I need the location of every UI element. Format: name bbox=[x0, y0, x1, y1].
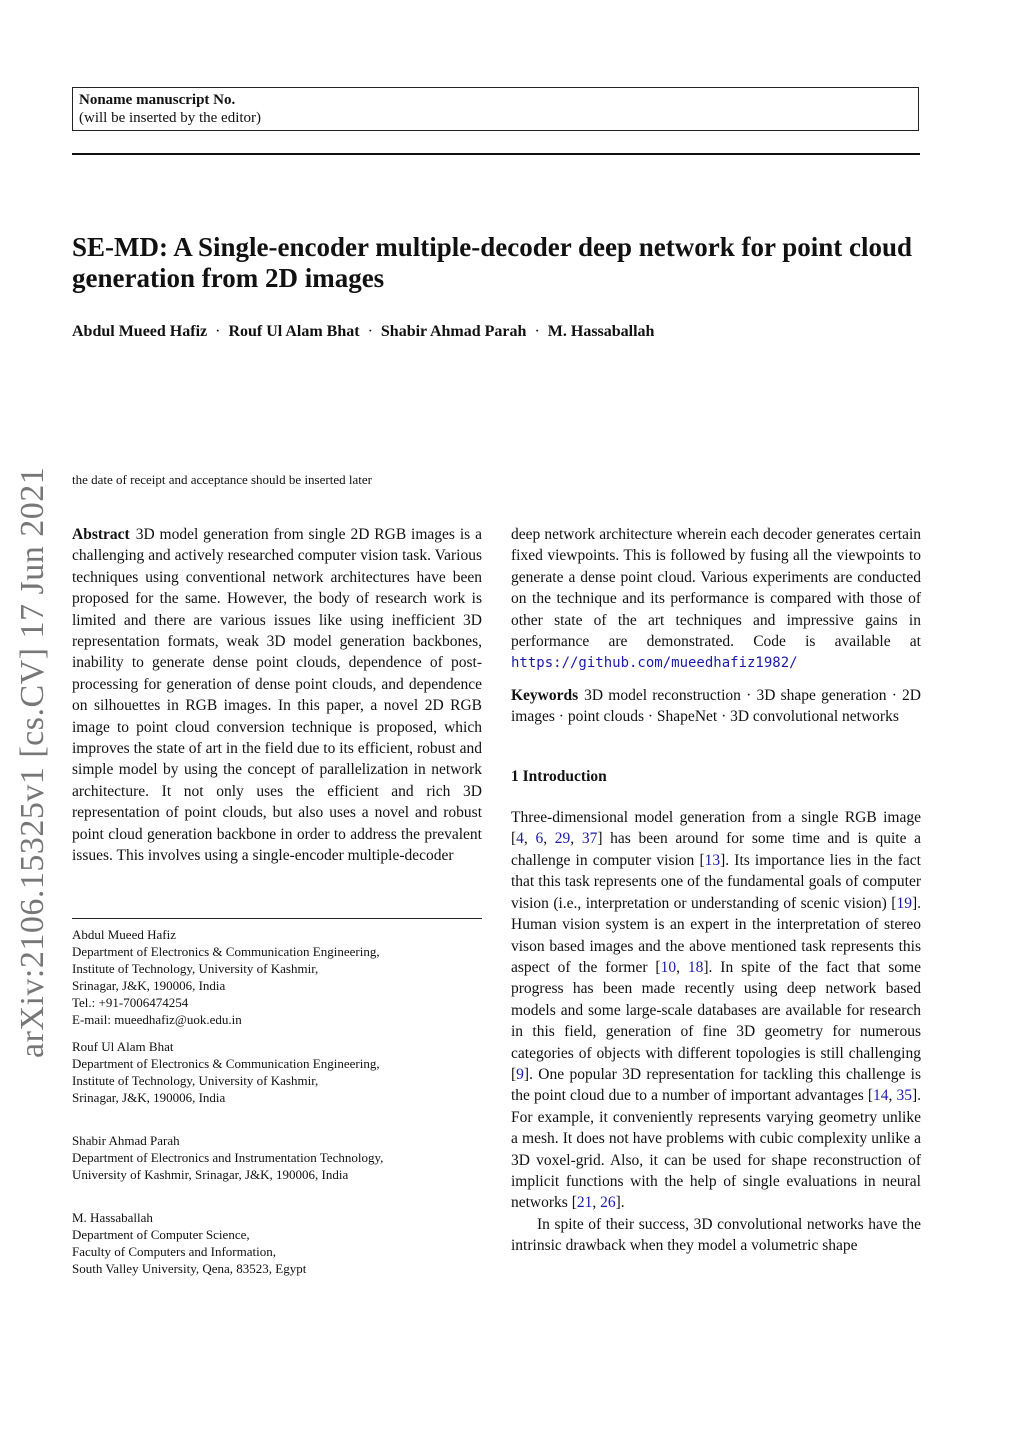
author-separator: · bbox=[367, 323, 373, 340]
abstract-paragraph bbox=[72, 524, 482, 867]
author-separator: · bbox=[215, 323, 221, 340]
affiliation-line: Department of Electronics & Communication Engineering, bbox=[72, 944, 380, 959]
intro-text: ]. In spite of the fact that some progress has been made recently using deep network based models and some large-scale databases are available for research in this field, generation of fine 3D geometry for numerous categories of objects with different topologies is still challenging [ bbox=[511, 958, 921, 1083]
intro-text: Three-dimensional model generation from a single RGB image [ bbox=[511, 809, 921, 848]
author-name: M. Hassaballah bbox=[547, 323, 655, 340]
author-name: Shabir Ahmad Parah bbox=[380, 323, 527, 340]
citation-link[interactable]: 14 bbox=[872, 1087, 889, 1105]
affiliation-line: Srinagar, J&K, 190006, India bbox=[72, 978, 226, 993]
citation-link[interactable]: 13 bbox=[704, 851, 721, 869]
citation-link[interactable]: 35 bbox=[896, 1087, 912, 1105]
author-name: Rouf Ul Alam Bhat bbox=[228, 323, 360, 340]
manuscript-label: Noname manuscript No. bbox=[79, 92, 236, 108]
section-heading: 1 Introduction bbox=[511, 767, 607, 785]
abstract-text: 3D model generation from single 2D RGB images is a challenging and actively researched computer vision task. Various techniques using conventional network architectures have been proposed for the same. However, the body of research work is limited and there are various issues like using inefficient 3D representation formats, weak 3D model generation backbones, inability to generate dense point clouds, dependence of post-processing for generation of dense point clouds, and dependence on silhouettes in RGB images. In this paper, a novel 2D RGB image to point cloud conversion technique is proposed, which improves the state of art in the field due to its efficient, robust and simple model by using the concept of parallelization in network architecture. It not only uses the efficient and rich 3D representation of point clouds, but also uses a novel and robust point cloud generation backbone in order to address the prevalent issues. This involves using a single-encoder multiple-decoder bbox=[72, 526, 482, 865]
abstract-text: deep network architecture wherein each decoder generates certain fixed viewpoints. This is followed by fusing all the viewpoints to generate a dense point cloud. Various experiments are conducted on the technique and its performance is compared with those of other state of the art techniques and impressive gains in performance are demonstrated. Code is available at bbox=[511, 526, 921, 651]
affiliation-line: Department of Computer Science, bbox=[72, 1227, 250, 1242]
keywords-paragraph bbox=[511, 685, 921, 728]
abstract-left-column bbox=[72, 524, 482, 867]
affiliation-name: M. Hassaballah bbox=[72, 1210, 153, 1225]
affiliation-block bbox=[72, 1209, 492, 1277]
citation-link[interactable]: 29 bbox=[554, 830, 571, 848]
affiliation-line: Tel.: +91-7006474254 bbox=[72, 995, 189, 1010]
intro-paragraph: In spite of their success, 3D convolutional networks have the intrinsic drawback when they model a volumetric shape bbox=[511, 1215, 921, 1255]
affiliation-line: Institute of Technology, University of Kashmir, bbox=[72, 1073, 319, 1088]
citation-link[interactable]: 18 bbox=[687, 958, 704, 976]
affiliation-line: University of Kashmir, Srinagar, J&K, 190006, India bbox=[72, 1167, 349, 1182]
author-list bbox=[72, 323, 932, 341]
abstract-heading: Abstract bbox=[72, 526, 130, 543]
affiliation-line: Department of Electronics & Communication Engineering, bbox=[72, 1056, 380, 1071]
affiliation-line: Department of Electronics and Instrumentation Technology, bbox=[72, 1150, 384, 1165]
affiliation-block bbox=[72, 1132, 492, 1183]
author-name: Abdul Mueed Hafiz bbox=[72, 323, 208, 340]
affiliation-name: Rouf Ul Alam Bhat bbox=[72, 1039, 174, 1054]
affiliation-name: Abdul Mueed Hafiz bbox=[72, 927, 176, 942]
keywords-text: 3D model reconstruction · 3D shape generation · 2D images · point clouds · ShapeNet · 3D convolutional networks bbox=[511, 686, 921, 726]
author-separator: · bbox=[534, 323, 540, 340]
intro-paragraph: Three-dimensional model generation from a single RGB image [4, 6, 29, 37] has been around for some time and is quite a challenge in computer vision [13]. Its importance lies in the fact that this task represents one of the fundamental goals of computer vision (i.e., interpretation or understanding of scenic vision) [19]. Human vision system is an expert in the interpretation of stereo vison based images and the above mentioned task represents this aspect of the former [10, 18]. In spite of the fact that some progress has been made recently using deep network based models and some large-scale databases are available for research in this field, generation of fine 3D geometry for numerous categories of objects with different topologies is still challenging [9]. One popular 3D representation for tackling this challenge is the point cloud due to a number of important advantages [14, 35]. For example, it conveniently represents varying geometry unlike a mesh. It does not have problems with cubic complexity unlike a 3D voxel-grid. Also, it can be used for shape reconstruction of implicit functions with the help of single evaluations in neural networks [21, 26]. bbox=[511, 809, 922, 1212]
header-rule bbox=[72, 153, 920, 155]
receipt-note: the date of receipt and acceptance should be inserted later bbox=[72, 472, 372, 487]
citation-link[interactable]: 19 bbox=[896, 894, 912, 912]
abstract-continued bbox=[511, 524, 921, 675]
citation-link[interactable]: 37 bbox=[581, 830, 598, 848]
citation-link[interactable]: 9 bbox=[516, 1065, 524, 1083]
affiliation-line: Faculty of Computers and Information, bbox=[72, 1244, 276, 1259]
citation-link[interactable]: 10 bbox=[660, 958, 677, 976]
affiliation-line: South Valley University, Qena, 83523, Egypt bbox=[72, 1261, 307, 1276]
code-link[interactable]: https://github.com/mueedhafiz1982/ bbox=[511, 655, 798, 672]
editor-note: (will be inserted by the editor) bbox=[79, 110, 262, 126]
citation-link[interactable]: 6 bbox=[535, 830, 544, 848]
paper-title: SE-MD: A Single-encoder multiple-decoder deep network for point cloud generation from 2D images bbox=[72, 232, 912, 293]
keywords-heading: Keywords bbox=[511, 686, 579, 704]
citation-link[interactable]: 26 bbox=[600, 1194, 616, 1212]
intro-text: ]. For example, it conveniently represents varying geometry unlike a mesh. It does not have problems with cubic complexity unlike a 3D voxel-grid. Also, it can be used for shape reconstruction of implicit functions with the help of single evaluations in neural networks [ bbox=[511, 1087, 921, 1212]
citation-link[interactable]: 21 bbox=[576, 1194, 593, 1212]
affiliation-block bbox=[72, 926, 492, 1028]
right-column bbox=[511, 524, 921, 1257]
affiliation-line: Institute of Technology, University of Kashmir, bbox=[72, 961, 319, 976]
affiliation-name: Shabir Ahmad Parah bbox=[72, 1133, 180, 1148]
affiliation-block bbox=[72, 1038, 492, 1106]
editor-box bbox=[72, 87, 919, 131]
arxiv-stamp: arXiv:2106.15325v1 [cs.CV] 17 Jun 2021 bbox=[14, 466, 51, 1058]
affiliation-line: E-mail: mueedhafiz@uok.edu.in bbox=[72, 1012, 242, 1027]
intro-text: ]. Its importance lies in the fact that this task represents one of the fundamental goals of computer vision (i.e., interpretation or understanding of scenic vision) [ bbox=[511, 851, 921, 912]
intro-text: ]. One popular 3D representation for tackling this challenge is the point cloud due to a number of important advantages [ bbox=[511, 1065, 921, 1105]
affiliation-line: Srinagar, J&K, 190006, India bbox=[72, 1090, 226, 1105]
intro-text: ] has been around for some time and is quite a challenge in computer vision [ bbox=[511, 830, 922, 869]
intro-text: ]. Human vision system is an expert in the interpretation of stereo vison based images and the above mentioned task represents this aspect of the former [ bbox=[511, 894, 921, 976]
citation-link[interactable]: 4 bbox=[516, 830, 524, 848]
footnote-rule bbox=[72, 918, 482, 919]
intro-text: ]. bbox=[615, 1194, 625, 1212]
